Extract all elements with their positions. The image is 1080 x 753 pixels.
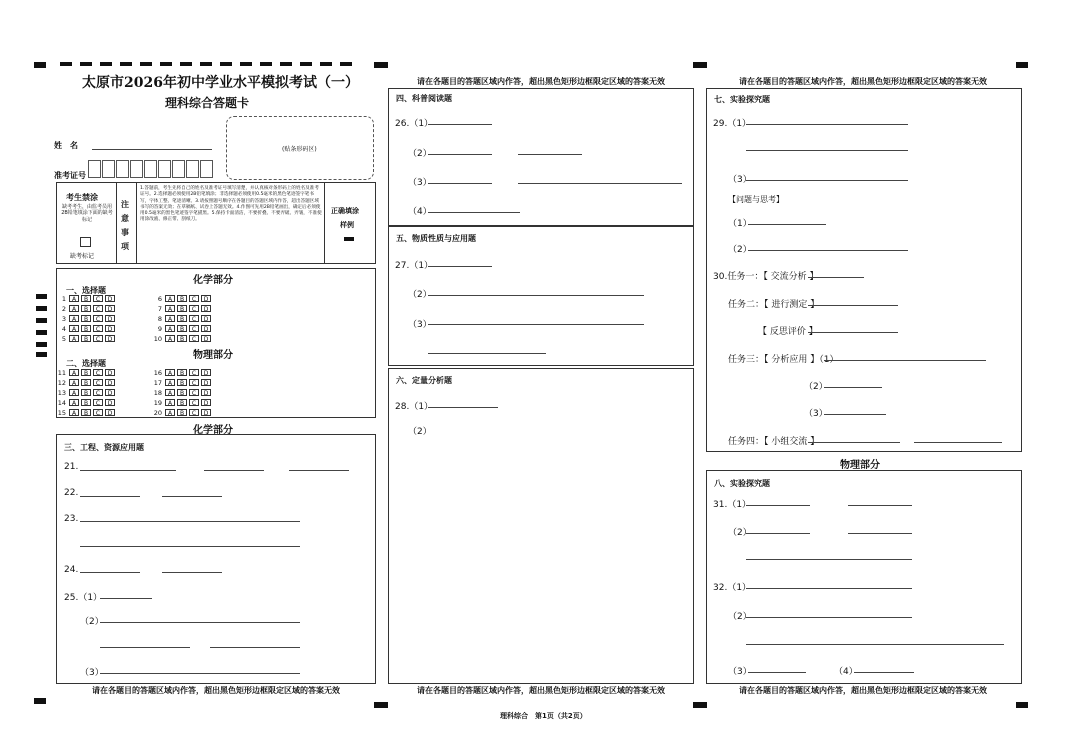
warning-col3-top: 请在各题目的答题区域内作答，超出黑色矩形边框限定区域的答案无效 [739,77,987,86]
option-bubble-b[interactable]: B [177,335,187,342]
q31-part2-label: （2） [728,528,752,538]
phys-header-2: 物理部分 [840,460,880,471]
option-bubble-a[interactable]: A [165,335,175,342]
q27-blank-2[interactable] [428,295,644,296]
q27-part2-label: （2） [408,290,432,300]
think-blank-1[interactable] [748,224,826,225]
q26-label: 26.（1） [395,119,434,129]
think-blank-2[interactable] [748,250,908,251]
task3-blank-2[interactable] [824,387,882,388]
task4-blank-2[interactable] [914,442,1002,443]
section6-title: 六、定量分析题 [396,376,452,385]
option-bubble-b[interactable]: B [81,295,91,302]
q32-blank-1[interactable] [746,588,912,589]
option-bubble-b[interactable]: B [177,325,187,332]
q26-part2-label: （2） [408,149,432,159]
timing-mark [36,306,47,311]
question-number: 16 [153,369,162,377]
absent-mark-label: 缺考标记 [70,253,95,260]
option-bubble-b[interactable]: B [81,379,91,386]
q21-blank-1[interactable] [80,470,176,471]
choice-row-10 [150,335,213,343]
option-bubble-a[interactable]: A [165,295,175,302]
option-bubble-d[interactable]: D [201,315,211,322]
choice-row-6 [150,295,213,303]
option-bubble-c[interactable]: C [189,409,199,416]
timing-mark [36,330,47,335]
registration-mark [693,702,707,708]
warning-col3-bottom: 请在各题目的答题区域内作答，超出黑色矩形边框限定区域的答案无效 [739,686,987,695]
registration-mark [693,62,707,68]
q26-part4-label: （4） [408,207,432,217]
q32-label: 32.（1） [713,583,752,593]
question-number: 4 [61,325,66,333]
choice-row-18 [150,389,213,397]
option-bubble-a[interactable]: A [69,379,79,386]
question-number: 20 [153,409,162,417]
q27-blank-1[interactable] [428,266,492,267]
section7-title: 七、实验探究题 [714,95,770,104]
question-number: 19 [153,399,162,407]
option-bubble-b[interactable]: B [177,315,187,322]
choice-row-19 [150,399,213,407]
question-number: 15 [57,409,66,417]
option-bubble-d[interactable]: D [105,379,115,386]
chem-header: 化学部分 [193,275,233,286]
question-number: 6 [157,295,162,303]
q29-blank-2[interactable] [746,150,908,151]
q29-part3-label: （3） [728,175,752,185]
option-bubble-b[interactable]: B [81,305,91,312]
option-bubble-c[interactable]: C [189,295,199,302]
registration-mark [34,698,46,704]
warning-col1: 请在各题目的答题区域内作答，超出黑色矩形边框限定区域的答案无效 [92,686,340,695]
absent-checkbox[interactable] [80,237,91,247]
option-bubble-a[interactable]: A [69,305,79,312]
q25-blank-2[interactable] [100,622,300,623]
section4-box [388,88,694,226]
q21-blank-2[interactable] [204,470,264,471]
task1-label: 30.任务一：【 交流分析 】 [713,272,819,282]
section5-box [388,226,694,366]
option-bubble-d[interactable]: D [201,409,211,416]
page-subtitle: 理科综合答题卡 [165,96,250,110]
q26-blank-6[interactable] [428,212,520,213]
option-bubble-a[interactable]: A [69,315,79,322]
task3-blank-3[interactable] [824,414,886,415]
choice-row-12 [54,379,117,387]
option-bubble-c[interactable]: C [189,315,199,322]
question-number: 3 [61,315,66,323]
q32-blank-2[interactable] [746,617,912,618]
q27-blank-4[interactable] [428,353,546,354]
choice-row-15 [54,409,117,417]
option-bubble-a[interactable]: A [69,325,79,332]
q29-blank-3[interactable] [746,180,908,181]
option-bubble-a[interactable]: A [165,399,175,406]
registration-mark [34,62,46,68]
q28-label: 28.（1） [395,402,434,412]
q26-part3-label: （3） [408,178,432,188]
question-number: 14 [57,399,66,407]
timing-mark [36,352,47,357]
q31-blank-5[interactable] [746,559,912,560]
think-1-label: （1） [728,219,752,229]
option-bubble-d[interactable]: D [105,399,115,406]
option-bubble-a[interactable]: A [69,295,79,302]
timing-mark [36,342,47,347]
option-bubble-a[interactable]: A [165,305,175,312]
timing-marks-top [60,62,360,66]
task3-blank-1[interactable] [824,360,986,361]
warning-col2-top: 请在各题目的答题区域内作答，超出黑色矩形边框限定区域的答案无效 [417,77,665,86]
option-bubble-a[interactable]: A [165,315,175,322]
q26-blank-5[interactable] [518,183,682,184]
q26-blank-1[interactable] [428,124,492,125]
task3-label: 任务三：【 分析应用 】（1） [728,355,839,365]
task4-label: 任务四：【 小组交流 】 [728,437,820,447]
correct-sample-mark [344,237,354,241]
task2b-blank[interactable] [808,332,898,333]
question-number: 13 [57,389,66,397]
name-field[interactable] [92,149,212,150]
q25-blank-4[interactable] [210,647,300,648]
option-bubble-a[interactable]: A [165,379,175,386]
q25-label: 25.（1） [64,593,103,603]
option-bubble-c[interactable]: C [93,295,103,302]
q32-blank-5[interactable] [854,672,914,673]
option-bubble-a[interactable]: A [69,399,79,406]
q27-blank-3[interactable] [428,324,644,325]
q23-blank-1[interactable] [80,521,300,522]
section3-title: 三、工程、资源应用题 [64,443,144,452]
task2b-label: 【 反思评价 】 [758,327,818,337]
option-bubble-c[interactable]: C [189,369,199,376]
option-bubble-b[interactable]: B [177,399,187,406]
choice-row-16 [150,369,213,377]
q27-part3-label: （3） [408,320,432,330]
option-bubble-d[interactable]: D [105,409,115,416]
option-bubble-d[interactable]: D [201,369,211,376]
q25-blank-1[interactable] [100,598,152,599]
question-number: 17 [153,379,162,387]
exam-no-label: 准考证号 [54,171,86,180]
option-bubble-c[interactable]: C [93,305,103,312]
q26-blank-3[interactable] [518,154,582,155]
warning-col2-bottom: 请在各题目的答题区域内作答，超出黑色矩形边框限定区域的答案无效 [417,686,665,695]
registration-mark [374,702,388,708]
option-bubble-a[interactable]: A [69,369,79,376]
task2-blank[interactable] [808,305,898,306]
option-bubble-c[interactable]: C [93,325,103,332]
section1-title: 一、选择题 [66,286,106,295]
registration-mark [374,62,388,68]
rules-text: 1.答题前，考生先将自己的姓名及准考证号填写清楚，并认真核对条形码上的姓名及准考证号。2.选择题必须使用2B铅笔填涂；非选择题必须使用0.5毫米的黑色笔迹签字笔书写，字体工整、笔迹清晰。3.请按照题号顺序在各题目的答题区域内作答，超出答题区域书写的答案无效；在草稿纸、试卷上答题无效。4.作图可先用2B铅笔画出，确定后必须使用0.5毫米的黑色笔迹签字笔描黑。5.保持卡面清洁，不要折叠、不要弄破、弄皱，不准使用涂改液、修正带、刮纸刀。 [140,186,322,223]
choice-row-3 [54,315,117,323]
barcode-area-label: (贴条形码区) [282,146,317,153]
question-number: 10 [153,335,162,343]
option-bubble-a[interactable]: A [69,389,79,396]
option-bubble-c[interactable]: C [93,369,103,376]
name-label: 姓 名 [54,141,78,150]
section8-title: 八、实验探究题 [714,479,770,488]
q31-blank-3[interactable] [746,533,810,534]
q24-label: 24. [64,565,79,575]
option-bubble-c[interactable]: C [93,399,103,406]
task3-part2-label: （2） [804,382,828,392]
q31-blank-2[interactable] [848,505,912,506]
q22-blank-2[interactable] [162,496,222,497]
option-bubble-b[interactable]: B [81,325,91,332]
option-bubble-b[interactable]: B [81,399,91,406]
q28-blank-1[interactable] [428,407,498,408]
option-bubble-c[interactable]: C [189,389,199,396]
question-number: 11 [57,369,66,377]
question-number: 1 [61,295,66,303]
chem-header-2: 化学部分 [193,425,233,436]
section6-box [388,368,694,684]
correct-sample-label: 样例 [340,221,354,229]
choice-row-2 [54,305,117,313]
option-bubble-b[interactable]: B [177,305,187,312]
choice-row-9 [150,325,213,333]
option-bubble-c[interactable]: C [93,379,103,386]
q31-blank-1[interactable] [746,505,810,506]
q32-part3-label: （3） [728,667,752,677]
option-bubble-d[interactable]: D [105,295,115,302]
choice-row-7 [150,305,213,313]
option-bubble-b[interactable]: B [177,389,187,396]
q31-blank-4[interactable] [848,533,912,534]
q26-blank-4[interactable] [428,183,492,184]
question-number: 7 [157,305,162,313]
q32-part4-label: （4） [834,667,858,677]
section4-title: 四、科普阅读题 [396,94,452,103]
option-bubble-d[interactable]: D [105,325,115,332]
question-number: 8 [157,315,162,323]
choice-row-1 [54,295,117,303]
option-bubble-c[interactable]: C [189,335,199,342]
option-bubble-c[interactable]: C [189,305,199,312]
option-bubble-b[interactable]: B [177,369,187,376]
option-bubble-c[interactable]: C [189,399,199,406]
option-bubble-d[interactable]: D [105,369,115,376]
option-bubble-d[interactable]: D [201,389,211,396]
q25-part2-label: （2） [80,617,104,627]
registration-mark [1016,62,1028,68]
option-bubble-b[interactable]: B [177,379,187,386]
option-bubble-c[interactable]: C [93,409,103,416]
exam-no-grid[interactable] [88,160,214,182]
option-bubble-a[interactable]: A [165,409,175,416]
q22-blank-1[interactable] [80,496,140,497]
timing-mark [36,318,47,323]
choice-row-14 [54,399,117,407]
option-bubble-c[interactable]: C [93,315,103,322]
registration-mark [1016,702,1028,708]
task4-blank-1[interactable] [808,442,900,443]
question-number: 5 [61,335,66,343]
q24-blank-1[interactable] [80,572,140,573]
q26-blank-2[interactable] [428,154,492,155]
think-label: 【问题与思考】 [728,195,784,204]
choice-row-8 [150,315,213,323]
page-footer: 理科综合 第1页（共2页） [500,712,587,720]
q32-blank-3[interactable] [746,644,1004,645]
q29-label: 29.（1） [713,119,752,129]
option-bubble-a[interactable]: A [165,325,175,332]
option-bubble-a[interactable]: A [165,389,175,396]
option-bubble-d[interactable]: D [105,315,115,322]
option-bubble-d[interactable]: D [201,399,211,406]
q29-blank-1[interactable] [746,124,908,125]
choice-row-4 [54,325,117,333]
q25-part3-label: （3） [80,668,104,678]
option-bubble-d[interactable]: D [201,305,211,312]
option-bubble-d[interactable]: D [201,325,211,332]
section2-title: 二、选择题 [66,359,106,368]
correct-title: 正确填涂 [331,207,359,215]
question-number: 2 [61,305,66,313]
option-bubble-d[interactable]: D [201,335,211,342]
option-bubble-d[interactable]: D [201,379,211,386]
option-bubble-d[interactable]: D [105,335,115,342]
option-bubble-d[interactable]: D [201,295,211,302]
option-bubble-d[interactable]: D [105,389,115,396]
think-2-label: （2） [728,245,752,255]
q28-part2-label: （2） [408,427,432,437]
section8-box [706,470,1022,684]
task1-blank[interactable] [808,277,864,278]
absent-text: 缺考考生，由监考员用2B铅笔填涂下面的缺考标记 [61,204,113,223]
q32-part2-label: （2） [728,612,752,622]
page-title: 太原市2026年初中学业水平模拟考试（一） [82,75,359,91]
option-bubble-c[interactable]: C [93,335,103,342]
absent-title: 考生禁涂 [66,193,98,202]
option-bubble-b[interactable]: B [81,369,91,376]
option-bubble-b[interactable]: B [81,389,91,396]
q31-label: 31.（1） [713,500,752,510]
q25-blank-3[interactable] [100,647,190,648]
choice-row-13 [54,389,117,397]
phys-header: 物理部分 [193,350,233,361]
option-bubble-c[interactable]: C [189,325,199,332]
option-bubble-a[interactable]: A [69,409,79,416]
q27-label: 27.（1） [395,261,434,271]
option-bubble-a[interactable]: A [165,369,175,376]
choice-row-11 [54,369,117,377]
option-bubble-b[interactable]: B [81,409,91,416]
choice-row-5 [54,335,117,343]
choice-row-17 [150,379,213,387]
q24-blank-2[interactable] [162,572,222,573]
q25-blank-5[interactable] [100,673,300,674]
choice-row-20 [150,409,213,417]
q21-label: 21. [64,462,79,472]
q23-blank-2[interactable] [80,546,300,547]
task2-label: 任务二：【 进行测定 】 [728,300,820,310]
option-bubble-a[interactable]: A [69,335,79,342]
q22-label: 22. [64,488,79,498]
option-bubble-b[interactable]: B [177,295,187,302]
question-number: 18 [153,389,162,397]
timing-mark [36,294,47,299]
task3-part3-label: （3） [804,409,828,419]
q23-label: 23. [64,514,79,524]
q21-blank-3[interactable] [289,470,349,471]
question-number: 9 [157,325,162,333]
option-bubble-c[interactable]: C [189,379,199,386]
option-bubble-d[interactable]: D [105,305,115,312]
attention-label: 注意事项 [121,200,129,251]
option-bubble-c[interactable]: C [93,389,103,396]
option-bubble-b[interactable]: B [81,335,91,342]
question-number: 12 [57,379,66,387]
section5-title: 五、物质性质与应用题 [396,234,476,243]
option-bubble-b[interactable]: B [81,315,91,322]
option-bubble-b[interactable]: B [177,409,187,416]
q32-blank-4[interactable] [748,672,806,673]
